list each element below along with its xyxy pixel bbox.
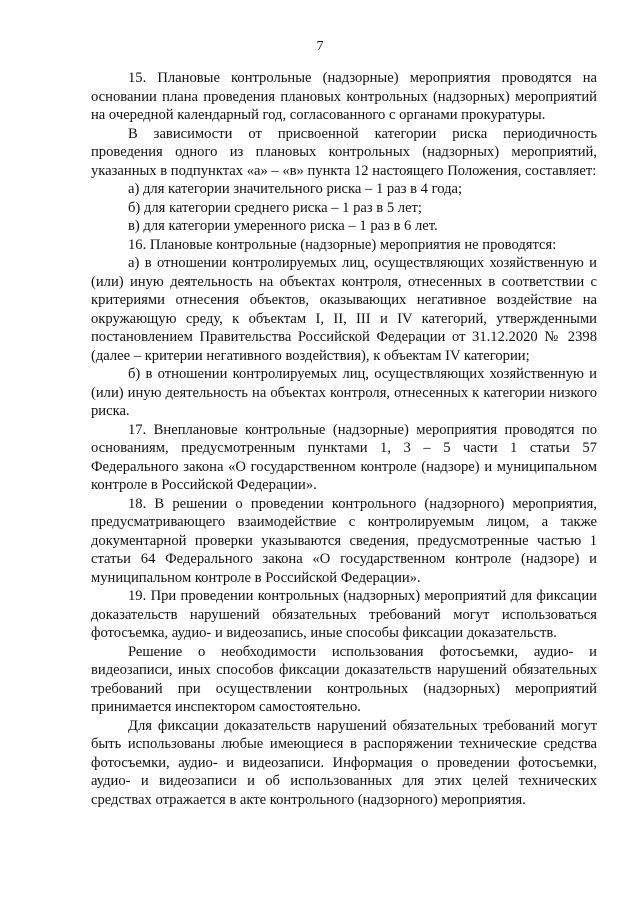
paragraph-technical-means: Для фиксации доказательств нарушений обязательных требований могут быть использованы любые имеющиеся в распоряжении технические средства фотосъемки, аудио- и видеозаписи. Информация о проведении фотосъемки, аудио- и видеозаписи и об использованных для этих целей технических средствах отражается в акте контрольного (надзорного) мероприятия. — [91, 717, 597, 808]
list-item-b: б) для категории среднего риска – 1 раз в 5 лет; — [128, 199, 422, 216]
paragraph-17: 17. Внеплановые контрольные (надзорные) мероприятия проводятся по основаниям, предусмотренным пунктами 1, 3 – 5 части 1 статьи 57 Федерального закона «О государственном контроле (надзоре) и муниципальном контроле в Российской Федерации». — [91, 421, 597, 493]
paragraph-15: 15. Плановые контрольные (надзорные) мероприятия проводятся на основании плана проведения плановых контрольных (надзорных) мероприятий на очередной календарный год, согласованного с органами прокуратуры. — [91, 70, 597, 123]
page-number: 7 — [316, 39, 324, 54]
document-body — [91, 69, 597, 809]
paragraph-16: 16. Плановые контрольные (надзорные) мероприятия не проводятся: — [128, 236, 557, 253]
paragraph-18: 18. В решении о проведении контрольного (надзорного) мероприятия, предусматривающего взаимодействие с контролируемым лицом, а также документарной проверки указываются сведения, предусмотренные частью 1 статьи 64 Федерального закона «О государственном контроле (надзоре) и муниципальном контроле в Российской Федерации». — [91, 495, 597, 586]
list-item-a: а) для категории значительного риска – 1 раз в 4 года; — [128, 181, 463, 197]
paragraph-19: 19. При проведении контрольных (надзорных) мероприятий для фиксации доказательств нарушений обязательных требований могут использоваться фотосъемка, аудио- и видеозапись, иные способы фиксации доказательств. — [91, 588, 597, 641]
list-item-c: в) для категории умеренного риска – 1 раз в 6 лет. — [128, 218, 438, 234]
paragraph-16-a: а) в отношении контролируемых лиц, осуществляющих хозяйственную и (или) иную деятельность на объектах контроля, отнесенных в соответствии с критериями отнесения объектов, оказывающих негативное воздействие на окружающую среду, к объектам I, II, III и IV категорий, утвержденными постановлением Правительства Российской Федерации от 31.12.2020 № 2398 (далее – критерии негативного воздействия), к объектам IV категории; — [91, 255, 597, 364]
paragraph-risk-periodicity: В зависимости от присвоенной категории риска периодичность проведения одного из плановых контрольных (надзорных) мероприятий, указанных в подпунктах «а» – «в» пункта 12 настоящего Положения, составляет: — [91, 125, 597, 179]
paragraph-decision: Решение о необходимости использования фотосъемки, аудио- и видеозаписи, иных способов фиксации доказательств нарушений обязательных требований при осуществлении контрольных (надзорных) мероприятий принимается инспектором самостоятельно. — [91, 643, 597, 715]
paragraph-16-b: б) в отношении контролируемых лиц, осуществляющих хозяйственную и (или) иную деятельность на объектах контроля, отнесенных к категории низкого риска. — [91, 366, 597, 419]
